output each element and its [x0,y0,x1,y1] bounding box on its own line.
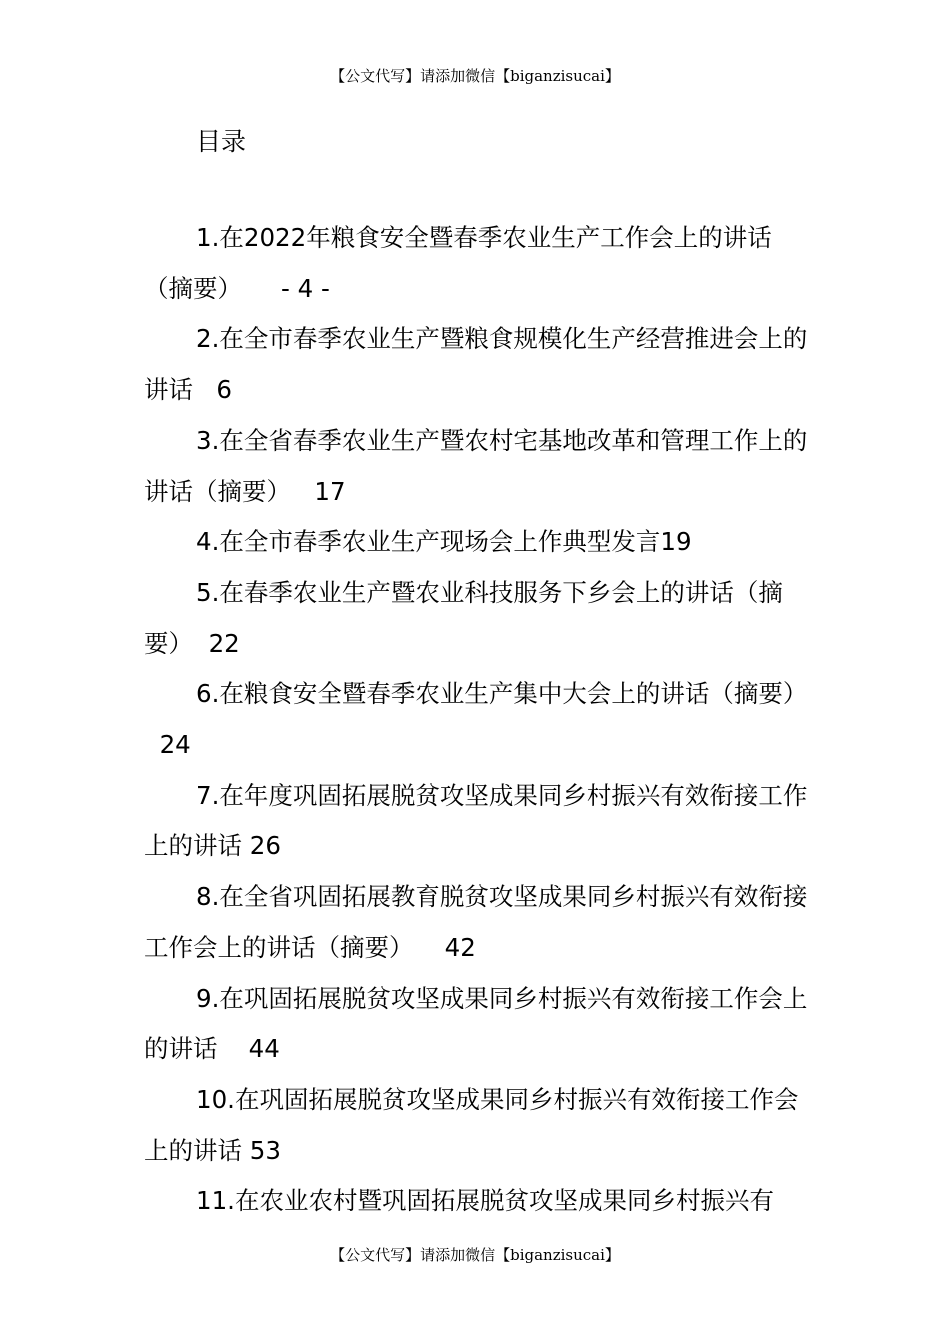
toc-entry-text: 8.在全省巩固拓展教育脱贫攻坚成果同乡村振兴有效衔接工作会上的讲话（摘要） [144,882,808,962]
toc-entry-5[interactable] [144,568,808,669]
toc-entry-8[interactable] [144,872,808,973]
toc-entry-page: 24 [159,730,191,760]
toc-entry-text: 9.在巩固拓展脱贫攻坚成果同乡村振兴有效衔接工作会上的讲话 [144,983,808,1064]
toc-entry-text: 1.在2022年粮食安全暨春季农业生产工作会上的讲话（摘要） [144,223,772,303]
toc-entry-page: 22 [208,628,240,658]
toc-entry-1[interactable] [144,213,808,314]
toc-entry-3[interactable] [144,416,808,517]
toc-entry-text: 6.在粮食安全暨春季农业生产集中大会上的讲话（摘要） [196,679,808,709]
toc-entry-11[interactable] [144,1176,808,1227]
toc-entry-text: 11.在农业农村暨巩固拓展脱贫攻坚成果同乡村振兴有 [196,1186,774,1216]
toc-entry-text: 5.在春季农业生产暨农业科技服务下乡会上的讲话（摘要） [144,577,783,658]
toc-entry-page: 6 [216,375,232,405]
toc-entry-text: 7.在年度巩固拓展脱贫攻坚成果同乡村振兴有效衔接工作上的讲话 [144,780,808,861]
toc-entry-page: 44 [248,1034,280,1064]
toc-entry-text: 3.在全省春季农业生产暨农村宅基地改革和管理工作上的讲话（摘要） [144,425,808,506]
toc-entry-text: 2.在全市春季农业生产暨粮食规模化生产经营推进会上的讲话 [144,324,808,405]
toc-entry-page: - 4 - [280,273,330,303]
toc-entry-text: 4.在全市春季农业生产现场会上作典型发言 [196,527,661,557]
toc-entry-page: 19 [660,527,692,557]
toc-entry-page: 42 [444,932,476,962]
toc-entry-page: 53 [249,1135,281,1165]
toc-entry-page: 17 [314,476,346,506]
toc-entry-text: 10.在巩固拓展脱贫攻坚成果同乡村振兴有效衔接工作会上的讲话 [144,1084,799,1165]
page-header: 【公文代写】请添加微信【biganzisucai】 [330,67,620,85]
toc-entry-9[interactable] [144,974,808,1075]
toc-entry-10[interactable] [144,1075,808,1176]
page-footer: 【公文代写】请添加微信【biganzisucai】 [330,1246,620,1264]
toc-entry-4[interactable] [144,517,808,568]
toc-title: 目录 [196,127,247,156]
toc-entry-6[interactable] [144,669,808,770]
table-of-contents [144,213,808,1227]
toc-entry-page: 26 [249,831,281,861]
toc-entry-2[interactable] [144,314,808,415]
toc-entry-7[interactable] [144,771,808,872]
